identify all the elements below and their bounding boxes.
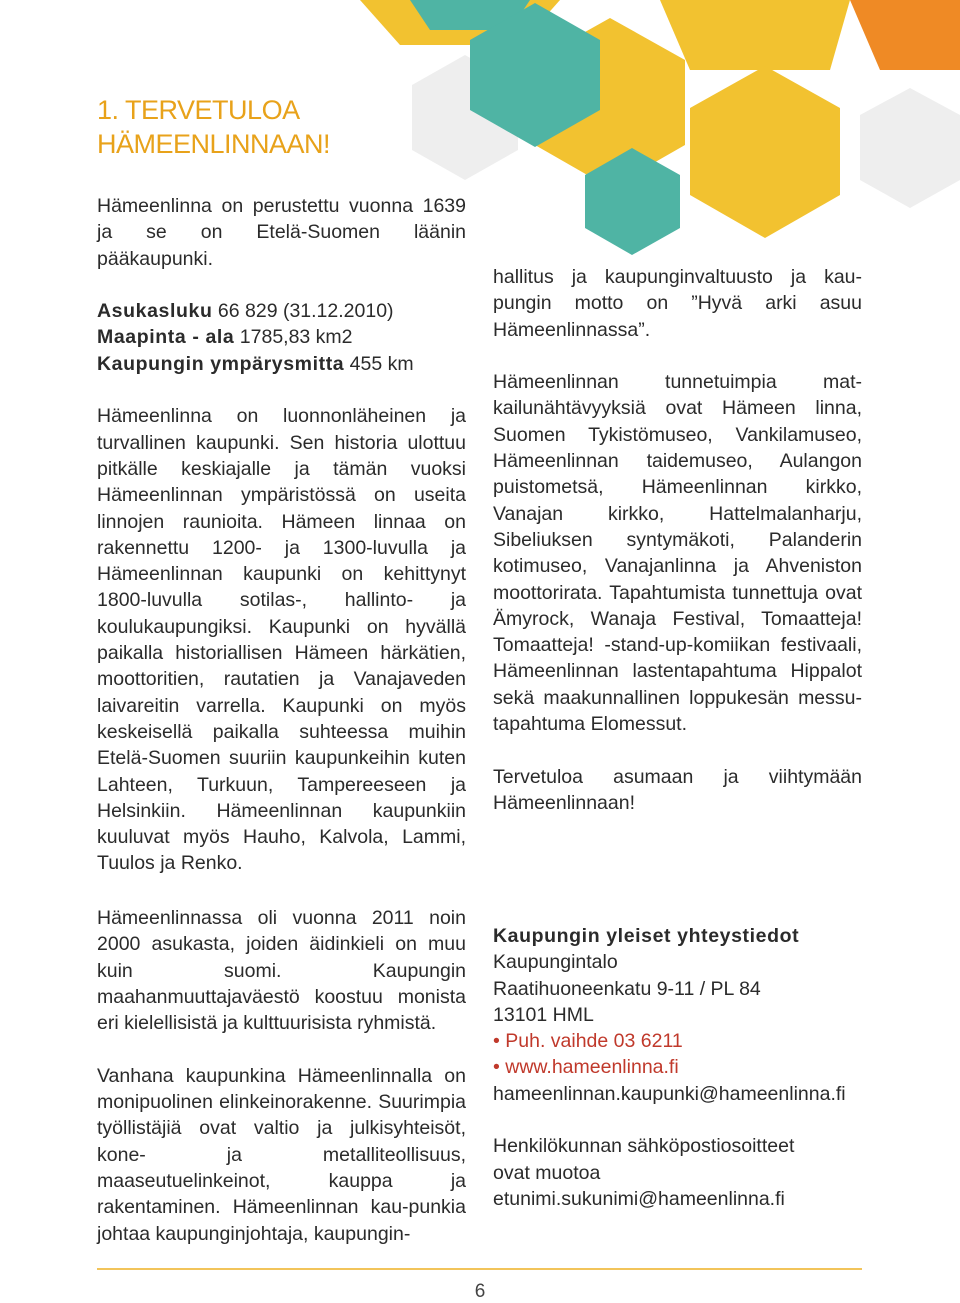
- left-column: [97, 193, 466, 903]
- contact-line: Raatihuoneenkatu 9-11 / PL 84: [493, 977, 761, 1000]
- left-column-lower: [97, 905, 466, 1273]
- hex-grey-2: [860, 88, 960, 208]
- contact-heading: Kaupungin yleiset yhteystiedot: [493, 925, 800, 947]
- page-number: 6: [474, 1281, 486, 1302]
- hex-orange-1: [850, 0, 960, 70]
- title-line-2: HÄMEENLINNAAN!: [97, 129, 331, 159]
- contact-line: 13101 HML: [493, 1003, 594, 1026]
- footer-divider: [97, 1268, 862, 1270]
- stat-land-area: Maapinta - ala 1785,83 km2: [97, 326, 353, 349]
- welcome-paragraph: Tervetuloa asumaan ja viihtymään Hämeenlinnaan!: [493, 765, 862, 814]
- contact-line: Kaupungintalo: [493, 951, 618, 974]
- intro-paragraph: Hämeenlinna on perustettu vuonna 1639 ja se on Etelä-Suomen läänin pääkaupunki.: [97, 195, 466, 270]
- history-paragraph: Hämeenlinna on luonnonläheinen ja turvallinen kaupunki. Sen historia ulottuu pitkälle keskiajalle ja tämän vuoksi Hämeenlinnan ympäristössä on useita linnojen raunioita. Hämeen linnaa on rakennettu 1200- ja 1300-luvulla ja Hämeenlinnan kaupunki on kehittynyt 1800-luvulla sotilas-, hallinto- ja koulukaupungiksi. Kaupunki on hyvällä paikalla historiallisen Hämeen härkätien, moottoritien, rautatien ja Vanajaveden laivareitin varrella. Kaupunki on myös keskeisellä paikalla suhteessa muihin Etelä-Suomen suuriin kaupunkeihin kuten Lahteen, Turkuun, Tampereeseen ja Helsinkiin. Hämeenlinnan kaupunkiin kuuluvat myös Hauho, Kalvola, Lammi, Tuulos ja Renko.: [97, 405, 466, 875]
- staff-email-format: etunimi.sukunimi@hameenlinna.fi: [493, 1187, 785, 1210]
- phone-link[interactable]: • Puh. vaihde 03 6211: [493, 1028, 862, 1054]
- staff-email-note: Henkilökunnan sähköpostiosoitteet ovat muotoa etunimi.sukunimi@hameenlinna.fi: [493, 1133, 862, 1212]
- email-link[interactable]: hameenlinnan.kaupunki@hameenlinna.fi: [493, 1082, 846, 1105]
- attractions-paragraph: Hämeenlinnan tunnetuimpia mat-kailunähtävyyksiä ovat Hämeen linna, Suomen Tykistömuseo, Vankilamuseo, Hämeenlinnan taidemuseo, Aulangon puistometsä, Hämeenlinnan kirkko, Vanajan kirkko, Hattelmalanharju, Sibeliuksen syntymäkoti, Palanderin kotimuseo, Vanajanlinna ja Ahveniston moottorirata. Tapahtumista tunnettuja ovat Ämyrock, Wanaja Festival, Tomaatteja! Tomaatteja! -stand-up-komiikan festivaali, Hämeenlinnan lastentapahtuma Hippalot sekä maakunnallinen loppukesän messu-tapahtuma Elomessut.: [493, 371, 862, 736]
- right-column: [493, 264, 862, 843]
- hex-yellow-4: [690, 66, 840, 238]
- page-title: [97, 93, 477, 161]
- title-line-1: 1. TERVETULOA: [97, 95, 300, 125]
- hex-yellow-2: [660, 0, 850, 70]
- contact-address: [493, 923, 862, 1107]
- stats-block: [97, 298, 466, 377]
- population-paragraph: Hämeenlinnassa oli vuonna 2011 noin 2000 asukasta, joiden äidinkieli on muu kuin suomi. Kaupungin maahanmuuttajaväestö koostuu monista eri kielellisistä ja kulttuurisista ryhmistä.: [97, 907, 466, 1035]
- website-link[interactable]: • www.hameenlinna.fi: [493, 1054, 862, 1080]
- governance-paragraph: hallitus ja kaupunginvaltuusto ja kau-pungin motto on ”Hyvä arki asuu Hämeenlinnassa”.: [493, 266, 862, 341]
- contact-block: [493, 923, 862, 1239]
- economy-paragraph: Vanhana kaupunkina Hämeenlinnalla on monipuolinen elinkeinorakenne. Suurimpia työllistäjiä ovat valtio ja julkisyhteisöt, kone- ja metalliteollisuus, maaseutuelinkeinot, kauppa ja rakentaminen. Hämeenlinnan kau-punkia johtaa kaupunginjohtaja, kaupungin-: [97, 1064, 466, 1245]
- stat-perimeter: Kaupungin ympärysmitta 455 km: [97, 352, 414, 375]
- stat-population: Asukasluku 66 829 (31.12.2010): [97, 300, 394, 323]
